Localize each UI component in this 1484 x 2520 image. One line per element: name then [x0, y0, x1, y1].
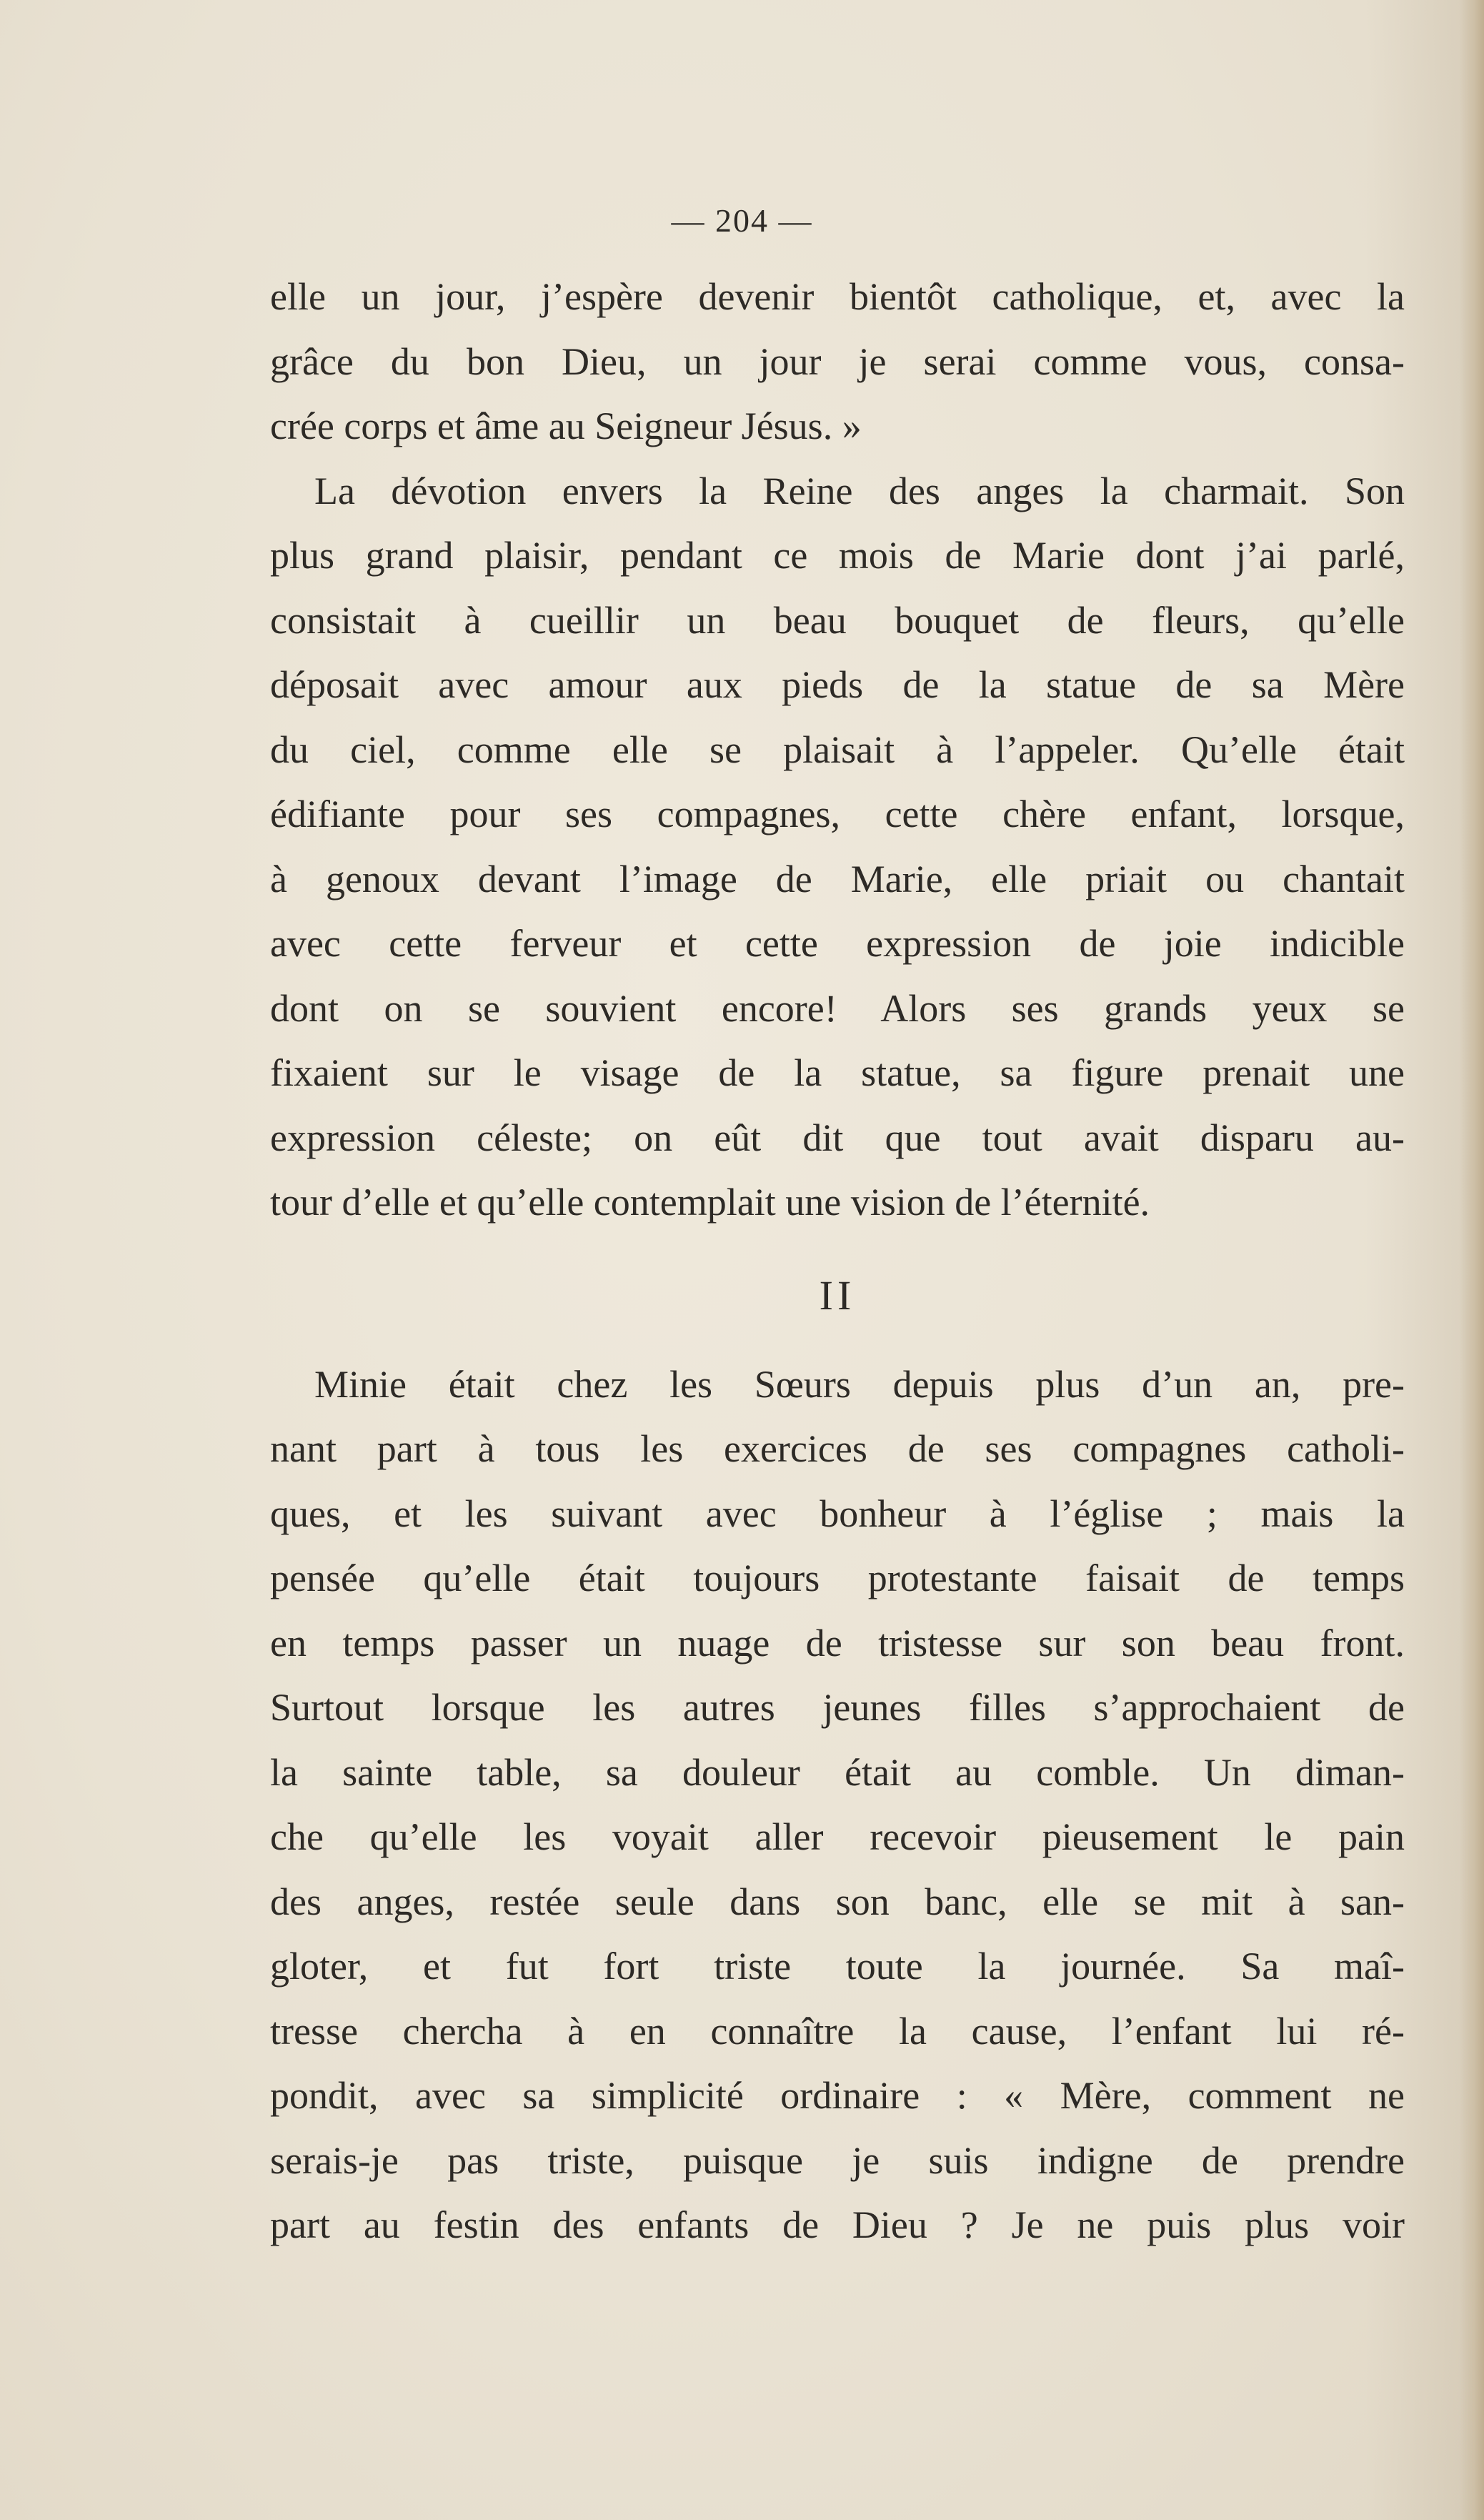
text-line: Minie était chez les Sœurs depuis plus d’un an, pre- [314, 1362, 1405, 1406]
body-text [270, 264, 1405, 2258]
text-line: elle un jour, j’espère devenir bientôt catholique, et, avec la [270, 275, 1405, 318]
text-line: La dévotion envers la Reine des anges la charmait. Son [314, 469, 1405, 512]
text-line: tour d’elle et qu’elle contemplait une vision de l’éternité. [270, 1181, 1150, 1224]
text-line: Surtout lorsque les autres jeunes filles s’approchaient de [270, 1686, 1405, 1729]
page-edge-shadow [1460, 0, 1484, 2520]
text-line: édifiante pour ses compagnes, cette chère enfant, lorsque, [270, 793, 1405, 835]
text-line: à genoux devant l’image de Marie, elle priait ou chantait [270, 857, 1405, 901]
text-line: tresse chercha à en connaître la cause, l’enfant lui ré- [270, 2009, 1405, 2053]
text-line: crée corps et âme au Seigneur Jésus. » [270, 405, 862, 447]
text-line: che qu’elle les voyait aller recevoir pieusement le pain [270, 1815, 1405, 1858]
section-two [270, 1352, 1405, 2258]
text-line: expression céleste; on eût dit que tout avait disparu au- [270, 1116, 1405, 1159]
text-line: grâce du bon Dieu, un jour je serai comme vous, consa- [270, 339, 1405, 383]
section-one [270, 264, 1405, 1235]
text-line: part au festin des enfants de Dieu ? Je ne puis plus voir [270, 2203, 1405, 2246]
text-line: pensée qu’elle était toujours protestante faisait de temps [270, 1557, 1405, 1599]
text-line: ques, et les suivant avec bonheur à l’église ; mais la [270, 1492, 1405, 1535]
text-line: avec cette ferveur et cette expression de joie indicible [270, 922, 1405, 965]
text-line: des anges, restée seule dans son banc, elle se mit à san- [270, 1880, 1405, 1923]
text-line: déposait avec amour aux pieds de la statue de sa Mère [270, 663, 1405, 706]
text-line: consistait à cueillir un beau bouquet de fleurs, qu’elle [270, 598, 1405, 642]
text-line: la sainte table, sa douleur était au comble. Un diman- [270, 1750, 1405, 1794]
text-line: plus grand plaisir, pendant ce mois de Marie dont j’ai parlé, [270, 534, 1405, 577]
text-line: dont on se souvient encore! Alors ses grands yeux se [270, 986, 1405, 1030]
page-number: — 204 — [671, 202, 813, 239]
text-line: du ciel, comme elle se plaisait à l’appeler. Qu’elle était [270, 728, 1405, 771]
text-line: fixaient sur le visage de la statue, sa figure prenait une [270, 1051, 1405, 1094]
text-line: pondit, avec sa simplicité ordinaire : « Mère, comment ne [270, 2074, 1405, 2117]
text-line: gloter, et fut fort triste toute la journée. Sa maî- [270, 1945, 1405, 1988]
text-line: nant part à tous les exercices de ses compagnes catholi- [270, 1427, 1405, 1470]
section-heading: II [819, 1271, 856, 1319]
text-line: en temps passer un nuage de tristesse sur son beau front. [270, 1621, 1405, 1665]
text-line: serais-je pas triste, puisque je suis indigne de prendre [270, 2138, 1405, 2182]
